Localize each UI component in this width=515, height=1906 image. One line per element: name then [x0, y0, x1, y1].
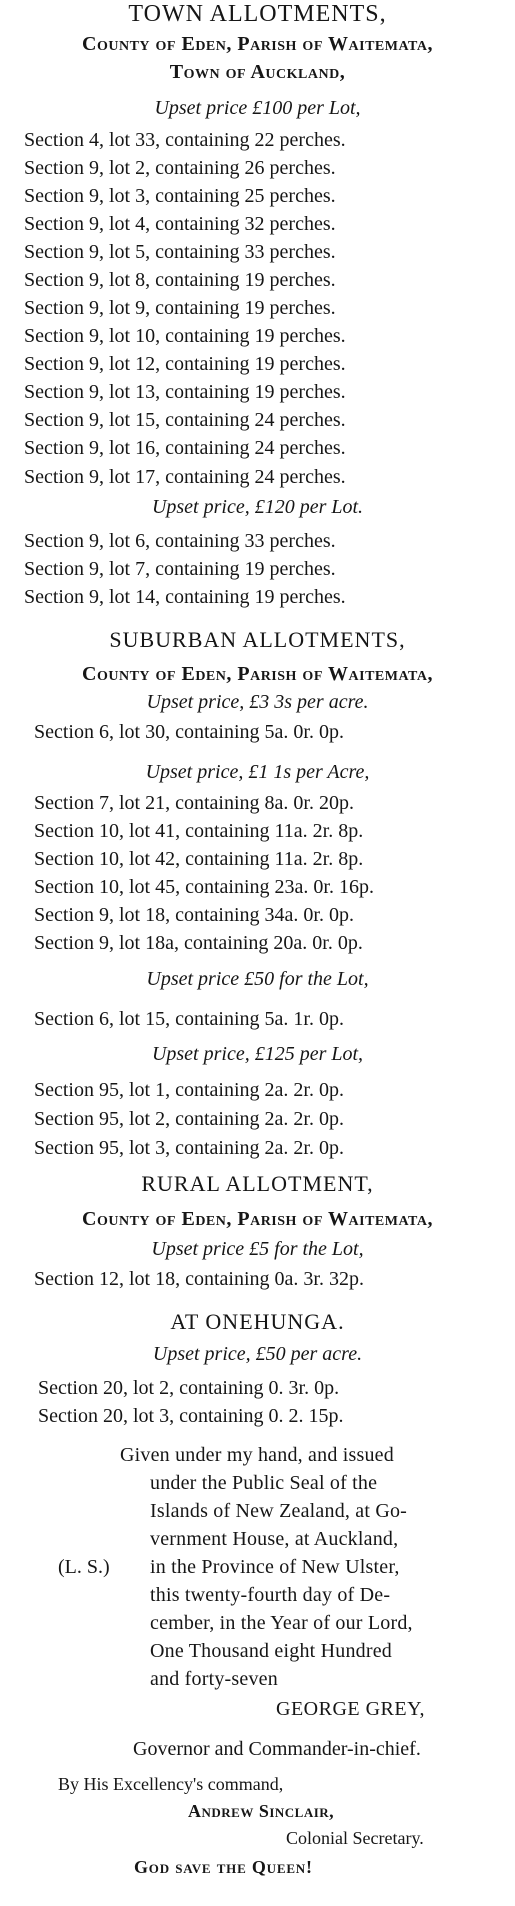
town-heading: TOWN ALLOTMENTS, — [128, 1, 387, 27]
suburban-lot-line: Section 7, lot 21, containing 8a. 0r. 20p. — [34, 792, 354, 814]
town-price-120: Upset price, £120 per Lot. — [151, 496, 364, 518]
rural-county-line: County of Eden, Parish of Waitemata, — [82, 1208, 433, 1230]
given-line: vernment House, at Auckland, — [150, 1528, 399, 1550]
suburban-lot-line: Section 6, lot 30, containing 5a. 0r. 0p. — [34, 721, 344, 743]
town-lot-line: Section 9, lot 10, containing 19 perches. — [24, 325, 346, 347]
town-lot-line: Section 9, lot 7, containing 19 perches. — [24, 558, 336, 580]
town-lot-line: Section 9, lot 8, containing 19 perches. — [24, 269, 336, 291]
suburban-lot-line: Section 9, lot 18a, containing 20a. 0r. 0p. — [34, 932, 363, 954]
onehunga-lot-line: Section 20, lot 2, containing 0. 3r. 0p. — [38, 1377, 340, 1399]
given-line: Given under my hand, and issued — [120, 1444, 394, 1466]
by-command-line: By His Excellency's command, — [58, 1774, 284, 1794]
suburban-lot-line: Section 95, lot 1, containing 2a. 2r. 0p. — [34, 1079, 344, 1101]
town-county-line: County of Eden, Parish of Waitemata, — [82, 33, 433, 55]
god-save-the-queen: God save the Queen! — [134, 1857, 313, 1877]
signer-title: Governor and Commander-in-chief. — [133, 1738, 421, 1760]
suburban-lot-line: Section 10, lot 41, containing 11a. 2r. 8p. — [34, 820, 364, 842]
town-lot-line: Section 9, lot 9, containing 19 perches. — [24, 297, 336, 319]
suburban-price-1-1s: Upset price, £1 1s per Acre, — [145, 761, 370, 783]
suburban-price-125: Upset price, £125 per Lot, — [151, 1043, 364, 1065]
town-lot-line: Section 9, lot 12, containing 19 perches. — [24, 353, 346, 375]
given-line: One Thousand eight Hundred — [150, 1640, 393, 1662]
rural-heading: RURAL ALLOTMENT, — [141, 1171, 374, 1196]
given-line: in the Province of New Ulster, — [150, 1556, 400, 1578]
town-lot-line: Section 4, lot 33, containing 22 perches. — [24, 129, 346, 151]
secretary-title: Colonial Secretary. — [286, 1828, 424, 1848]
given-line: cember, in the Year of our Lord, — [150, 1612, 413, 1634]
town-lot-line: Section 9, lot 6, containing 33 perches. — [24, 530, 336, 552]
town-lot-line: Section 9, lot 2, containing 26 perches. — [24, 157, 336, 179]
suburban-price-3-3s: Upset price, £3 3s per acre. — [146, 691, 369, 713]
town-lot-line: Section 9, lot 5, containing 33 perches. — [24, 241, 336, 263]
suburban-county-line: County of Eden, Parish of Waitemata, — [82, 663, 433, 685]
town-lot-line: Section 9, lot 13, containing 19 perches. — [24, 381, 346, 403]
town-lot-line: Section 9, lot 3, containing 25 perches. — [24, 185, 336, 207]
suburban-lot-line: Section 95, lot 2, containing 2a. 2r. 0p. — [34, 1108, 344, 1130]
suburban-price-50: Upset price £50 for the Lot, — [146, 968, 369, 990]
given-line: this twenty-fourth day of De- — [150, 1584, 391, 1606]
secretary-name: Andrew Sinclair, — [188, 1801, 335, 1821]
onehunga-heading: AT ONEHUNGA. — [170, 1309, 345, 1334]
suburban-lot-line: Section 10, lot 42, containing 11a. 2r. 8p. — [34, 848, 364, 870]
onehunga-price-50: Upset price, £50 per acre. — [152, 1343, 363, 1365]
town-lot-line: Section 9, lot 15, containing 24 perches. — [24, 409, 346, 431]
signer-name: GEORGE GREY, — [276, 1698, 425, 1720]
onehunga-lot-line: Section 20, lot 3, containing 0. 2. 15p. — [38, 1405, 344, 1427]
suburban-lot-line: Section 95, lot 3, containing 2a. 2r. 0p. — [34, 1137, 344, 1159]
rural-price-5: Upset price £5 for the Lot, — [151, 1238, 364, 1260]
town-of-auckland-line: Town of Auckland, — [169, 61, 346, 83]
town-lot-line: Section 9, lot 16, containing 24 perches. — [24, 437, 346, 459]
rural-lot-line: Section 12, lot 18, containing 0a. 3r. 32p. — [34, 1268, 364, 1290]
town-lot-line: Section 9, lot 14, containing 19 perches. — [24, 586, 346, 608]
given-line: Islands of New Zealand, at Go- — [150, 1500, 408, 1522]
suburban-lot-line: Section 6, lot 15, containing 5a. 1r. 0p. — [34, 1008, 344, 1030]
locus-sigilli-mark: (L. S.) — [58, 1556, 110, 1578]
suburban-lot-line: Section 10, lot 45, containing 23a. 0r. 16p. — [34, 876, 374, 898]
town-price-100: Upset price £100 per Lot, — [154, 97, 361, 119]
given-line: and forty-seven — [150, 1668, 278, 1690]
town-lot-line: Section 9, lot 4, containing 32 perches. — [24, 213, 336, 235]
suburban-heading: SUBURBAN ALLOTMENTS, — [109, 627, 406, 652]
given-line: under the Public Seal of the — [150, 1472, 378, 1494]
suburban-lot-line: Section 9, lot 18, containing 34a. 0r. 0p. — [34, 904, 354, 926]
town-lot-line: Section 9, lot 17, containing 24 perches. — [24, 466, 346, 488]
